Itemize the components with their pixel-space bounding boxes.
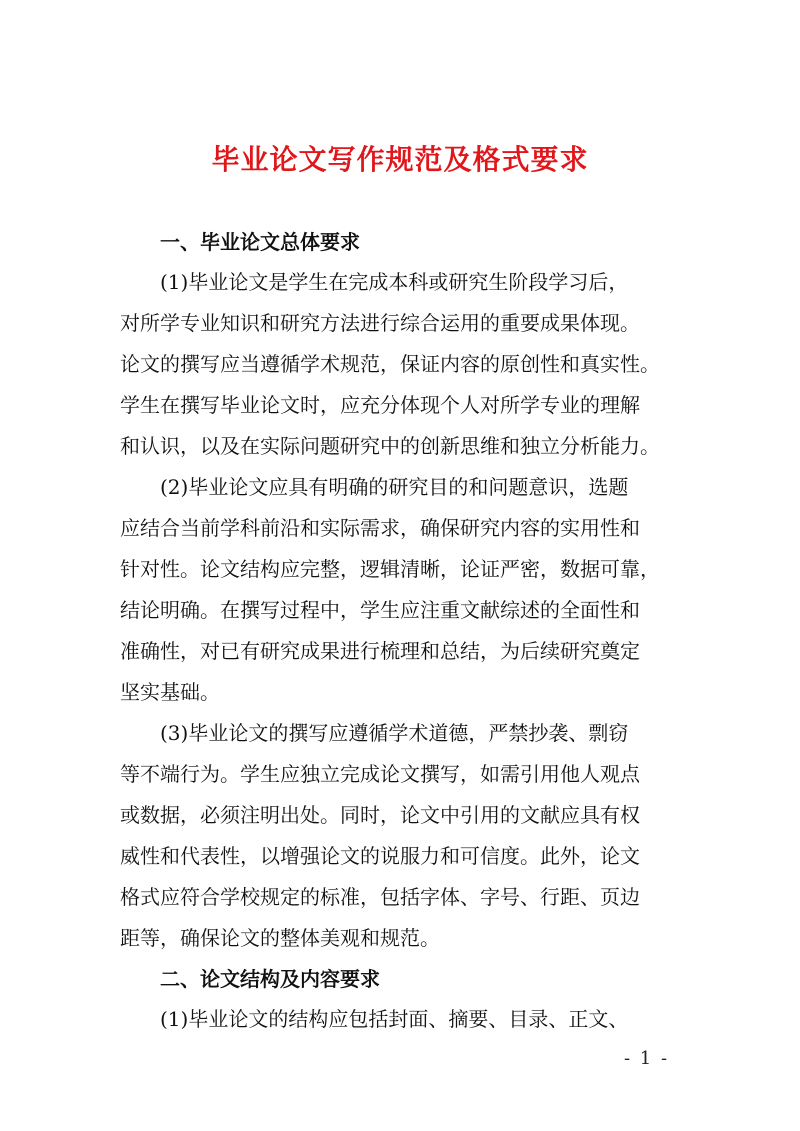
document-title: 毕业论文写作规范及格式要求 — [211, 143, 589, 176]
paragraph-line: 论文的撰写应当遵循学术规范，保证内容的原创性和真实性。 — [120, 352, 660, 376]
paragraph-line: 和认识，以及在实际问题研究中的创新思维和独立分析能力。 — [120, 434, 660, 458]
paragraph-line: 针对性。论文结构应完整，逻辑清晰，论证严密，数据可靠， — [120, 557, 660, 581]
paragraph-line: 威性和代表性，以增强论文的说服力和可信度。此外，论文 — [120, 844, 640, 868]
paragraph-line: 结论明确。在撰写过程中，学生应注重文献综述的全面性和 — [120, 598, 640, 622]
paragraph — [120, 262, 690, 467]
paragraph-line: 或数据，必须注明出处。同时，论文中引用的文献应具有权 — [120, 803, 640, 827]
paragraph-line: 格式应符合学校规定的标准，包括字体、字号、行距、页边 — [120, 885, 640, 909]
paragraph-line: 准确性，对已有研究成果进行梳理和总结，为后续研究奠定 — [120, 639, 640, 663]
paragraph-line: (2)毕业论文应具有明确的研究目的和问题意识，选题 — [160, 475, 629, 499]
paragraph — [120, 999, 690, 1040]
paragraph-line: 对所学专业知识和研究方法进行综合运用的重要成果体现。 — [120, 311, 640, 335]
paragraph-line: 坚实基础。 — [120, 680, 220, 704]
page-number: - 1 - — [624, 1048, 670, 1069]
paragraph-line: 等不端行为。学生应独立完成论文撰写，如需引用他人观点 — [120, 762, 640, 786]
document-body — [120, 222, 690, 1040]
section-heading: 二、论文结构及内容要求 — [160, 967, 380, 991]
paragraph — [120, 713, 690, 959]
paragraph-line: (1)毕业论文的结构应包括封面、摘要、目录、正文、 — [160, 1007, 629, 1031]
paragraph — [120, 467, 690, 713]
paragraph-line: (3)毕业论文的撰写应遵循学术道德，严禁抄袭、剽窃 — [160, 721, 629, 745]
paragraph-line: 应结合当前学科前沿和实际需求，确保研究内容的实用性和 — [120, 516, 640, 540]
paragraph-line: 距等，确保论文的整体美观和规范。 — [120, 926, 440, 950]
section-heading: 一、毕业论文总体要求 — [160, 230, 360, 254]
paragraph-line: 学生在撰写毕业论文时，应充分体现个人对所学专业的理解 — [120, 393, 640, 417]
paragraph-line: (1)毕业论文是学生在完成本科或研究生阶段学习后， — [160, 270, 629, 294]
